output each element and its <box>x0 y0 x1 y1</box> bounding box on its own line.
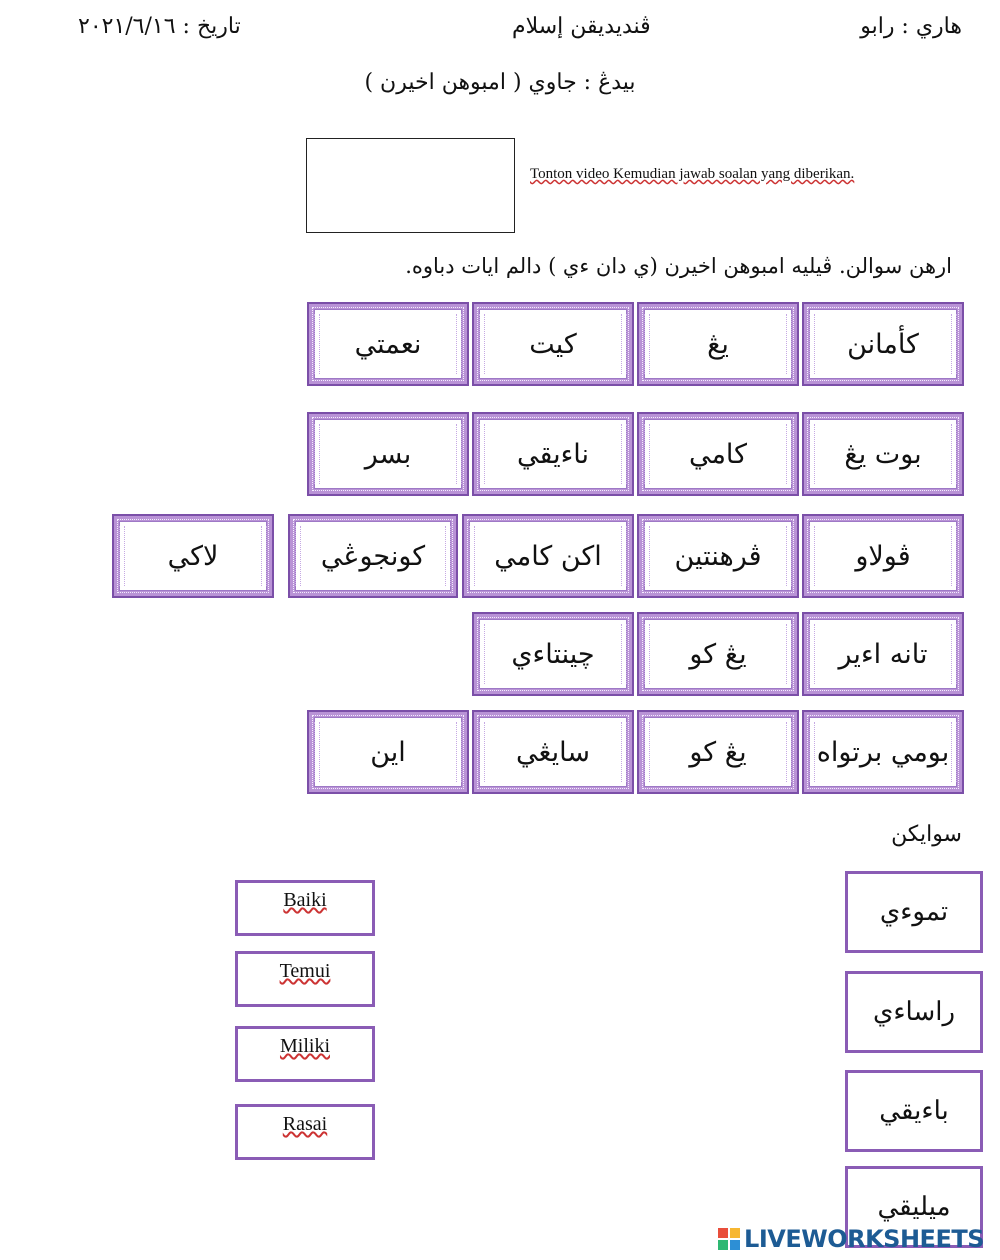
word-card-text: سايڠي <box>479 717 627 787</box>
match-left-text: Baiki <box>283 889 327 911</box>
word-card[interactable] <box>472 612 634 696</box>
match-left-box[interactable] <box>235 951 375 1007</box>
word-card[interactable] <box>307 710 469 794</box>
match-right-box[interactable] <box>845 1070 983 1152</box>
match-right-text: باءيقي <box>879 1096 949 1126</box>
word-card-text: ناءيقي <box>479 419 627 489</box>
word-card-text: بومي برتواه <box>809 717 957 787</box>
word-card-text: لاكي <box>119 521 267 591</box>
word-card[interactable] <box>802 514 964 598</box>
word-card-text: بوت يڠ <box>809 419 957 489</box>
match-right-text: ميليقي <box>877 1192 951 1222</box>
word-card[interactable] <box>637 514 799 598</box>
section-label: سوايكن <box>891 822 962 847</box>
word-card-text: چينتاءي <box>479 619 627 689</box>
liveworksheets-logo <box>718 1224 984 1254</box>
word-card[interactable] <box>802 412 964 496</box>
word-card[interactable] <box>307 302 469 386</box>
word-card-text: نعمتي <box>314 309 462 379</box>
word-card-text: ڤرهنتين <box>644 521 792 591</box>
word-card-text: اين <box>314 717 462 787</box>
match-right-text: راساءي <box>872 997 956 1027</box>
logo-grid-icon <box>718 1228 740 1250</box>
match-right-box[interactable] <box>845 971 983 1053</box>
day-label: هاري : رابو <box>860 14 962 39</box>
match-left-box[interactable] <box>235 1026 375 1082</box>
match-left-box[interactable] <box>235 1104 375 1160</box>
word-card[interactable] <box>637 412 799 496</box>
match-left-text: Rasai <box>282 1113 328 1135</box>
date-label: تاريخ : ٢٠٢١/٦/١٦ <box>78 14 241 39</box>
word-card-text: ڤولاو <box>809 521 957 591</box>
subject-title: ڤنديديقن إسلام <box>512 14 651 39</box>
word-card-text: كأمانن <box>809 309 957 379</box>
word-card-text: اكن كامي <box>469 521 627 591</box>
logo-text: LIVEWORKSHEETS <box>744 1225 984 1253</box>
word-card[interactable] <box>802 612 964 696</box>
match-left-box[interactable] <box>235 880 375 936</box>
word-card[interactable] <box>288 514 458 598</box>
match-left-text: Temui <box>279 960 331 982</box>
word-card[interactable] <box>472 710 634 794</box>
word-card[interactable] <box>802 302 964 386</box>
match-right-box[interactable] <box>845 871 983 953</box>
word-card-text: كامي <box>644 419 792 489</box>
word-card[interactable] <box>462 514 634 598</box>
word-card-text: تانه اءير <box>809 619 957 689</box>
word-card[interactable] <box>472 302 634 386</box>
word-card-text: يڠ <box>644 309 792 379</box>
word-card-text: يڠ كو <box>644 619 792 689</box>
word-card-text: كونجوڠي <box>295 521 451 591</box>
word-card[interactable] <box>802 710 964 794</box>
word-card-text: بسر <box>314 419 462 489</box>
video-player[interactable] <box>306 138 515 233</box>
word-card[interactable] <box>112 514 274 598</box>
word-card-text: يڠ كو <box>644 717 792 787</box>
field-subtitle: بيدڠ : جاوي ( امبوهن اخيرن ) <box>364 70 636 95</box>
word-card[interactable] <box>637 302 799 386</box>
word-card[interactable] <box>307 412 469 496</box>
word-card-text: كيت <box>479 309 627 379</box>
match-right-text: تموءي <box>879 897 949 927</box>
instruction-text: Tonton video Kemudian jawab soalan yang diberikan. <box>530 166 855 182</box>
question-text: ارهن سوالن. ڤيليه امبوهن اخيرن (ي دان ءي ) دالم ايات دباوه. <box>405 254 952 278</box>
word-card[interactable] <box>472 412 634 496</box>
match-left-text: Miliki <box>279 1035 330 1057</box>
word-card[interactable] <box>637 710 799 794</box>
word-card[interactable] <box>637 612 799 696</box>
